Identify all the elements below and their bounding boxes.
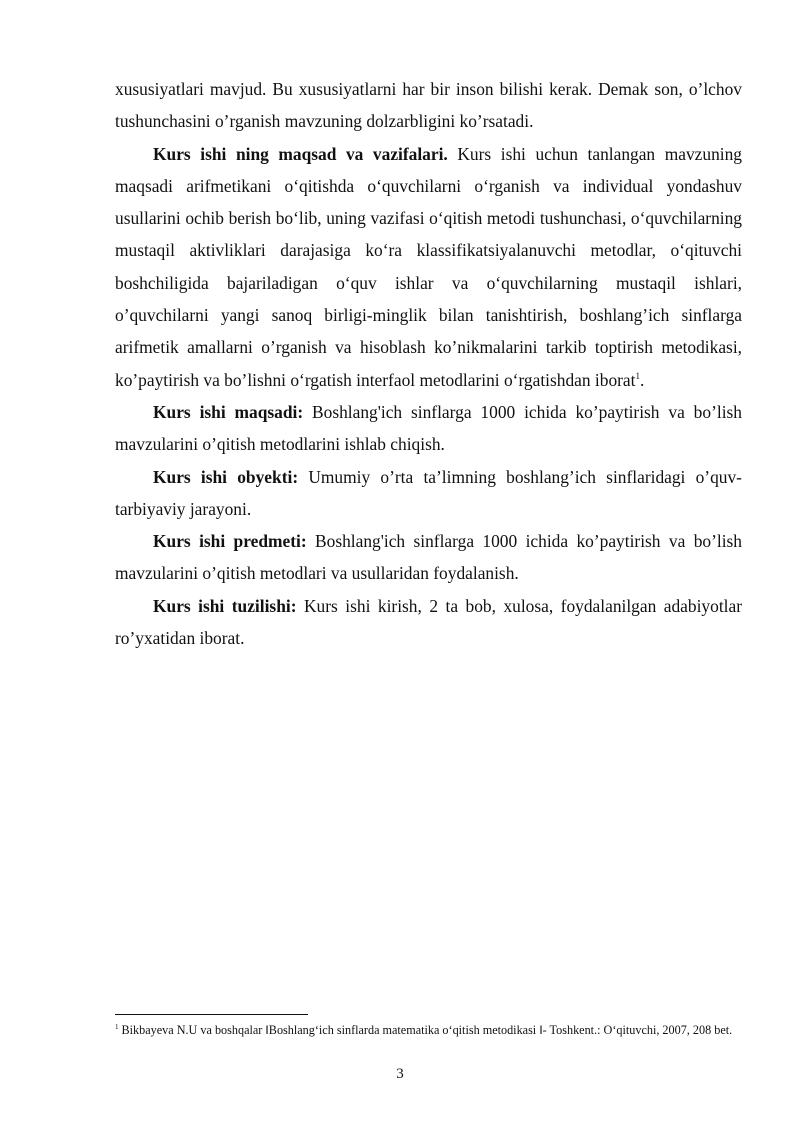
- footnote-reference[interactable]: 1: [635, 370, 640, 381]
- paragraph-subject: Kurs ishi predmeti: Boshlang'ich sinflarga 1000 ichida ko’paytirish va bo’lish mavzularini o’qitish metodlari va usullaridan foydalanish.: [115, 531, 742, 584]
- paragraph-structure: Kurs ishi tuzilishi: Kurs ishi kirish, 2 ta bob, xulosa, foydalanilgan adabiyotlar ro’yxatidan iborat.: [115, 595, 742, 649]
- footnote: [115, 1021, 742, 1039]
- page-number: 3: [396, 1066, 404, 1082]
- paragraph-heading: Kurs ishi predmeti:: [153, 531, 307, 552]
- paragraph-object: Kurs ishi obyekti: Umumiy o’rta ta’limning boshlang’ich sinflaridagi o’quv-tarbiyaviy jarayoni.: [115, 466, 742, 519]
- paragraph-heading: Kurs ishi maqsadi:: [153, 401, 304, 422]
- paragraph-heading: Kurs ishi obyekti:: [153, 466, 299, 487]
- paragraph-goal: Kurs ishi maqsadi: Boshlang'ich sinflarga 1000 ichida ko’paytirish va bo’lish mavzularini o’qitish metodlarini ishlab chiqish.: [115, 401, 742, 455]
- paragraph-goals-tasks: Kurs ishi ning maqsad va vazifalari. Kurs ishi uchun tanlangan mavzuning maqsadi arifmetikani o‘qitishda o‘quvchilarni o‘rganish va individual yondashuv usullarini ochib berish bo‘lib, uning vazifasi o‘qitish metodi tushunchasi, o‘quvchilarning mustaqil aktivliklari darajasiga ko‘ra klassifikatsiyalanuvchi metodlar, o‘qituvchi boshchiligida bajariladigan o‘quv ishlar va o‘quvchilarning mustaqil ishlari, o’quvchilarni yangi sanoq birligi-minglik bilan tanishtirish, boshlang’ich sinflarga arifmetik amallarni o’rganish va hisoblash ko’nikmalarini tarkib toptirish metodikasi, ko’paytirish va bo’lishni o‘rgatish interfaol metodlarini o‘rgatishdan iborat$^1$.: [115, 143, 742, 390]
- footnote-text: Bikbayeva N.U va boshqalar ‖Boshlang‘ich sinflarda matematika o‘qitish metodikasi ‖- Toshkent.: O‘qituvchi, 2007, 208 bet.: [118, 1023, 733, 1037]
- paragraph-intro: xususiyatlari mavjud. Bu xususiyatlarni har bir inson bilishi kerak. Demak son, o’lchov tushunchasini o’rganish mavzuning dolzarbligini ko’rsatadi.: [115, 79, 742, 132]
- footnote-separator: [115, 1014, 308, 1015]
- body-text: [115, 73, 742, 654]
- paragraph-heading: Kurs ishi tuzilishi:: [153, 595, 297, 616]
- footnote-marker: 1: [115, 1022, 119, 1031]
- paragraph-heading: Kurs ishi ning maqsad va vazifalari.: [153, 143, 448, 164]
